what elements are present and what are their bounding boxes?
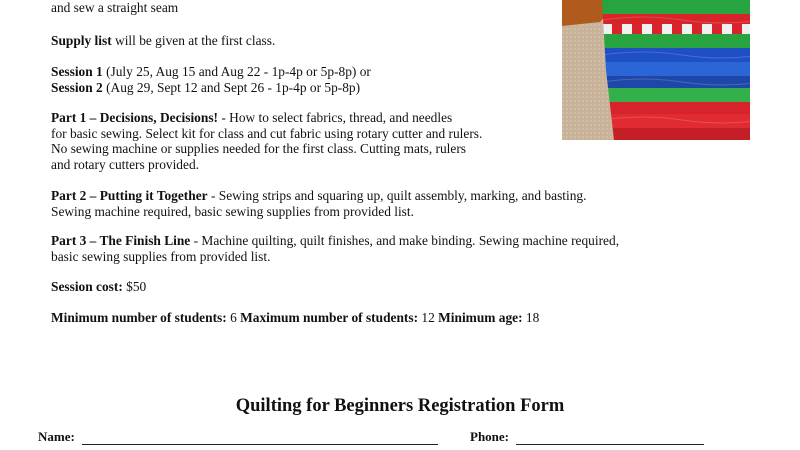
phone-field[interactable] xyxy=(516,430,704,445)
min-students-value: 6 xyxy=(226,310,241,325)
name-field[interactable] xyxy=(82,430,438,445)
supply-list-text: will be given at the first class. xyxy=(111,33,276,48)
session-1-label: Session 1 xyxy=(51,64,103,79)
supply-list-label: Supply list xyxy=(51,33,112,48)
session-2-label: Session 2 xyxy=(51,79,103,95)
phone-row xyxy=(470,429,704,445)
intro-tail: and sew a straight seam xyxy=(51,0,179,15)
max-students-label: Maximum number of students: xyxy=(240,310,419,325)
registration-form-title: Quilting for Beginners Registration Form xyxy=(235,396,565,416)
name-label: Name: xyxy=(38,429,75,444)
max-students-value: 12 xyxy=(418,310,439,325)
min-age-label: Minimum age: xyxy=(438,310,523,325)
part-3-title: Part 3 – The Finish Line xyxy=(51,233,191,248)
part-2: Part 2 – Putting it Together - Sewing strips and squaring up, quilt assembly, marking, and basting. Sewing machine required, basic sewing supplies from provided list. xyxy=(51,188,587,219)
min-students-label: Minimum number of students: xyxy=(51,310,227,325)
part-2-title: Part 2 – Putting it Together xyxy=(51,188,208,203)
quilt-photo xyxy=(562,0,750,140)
supply-list-line xyxy=(51,33,275,49)
phone-label: Phone: xyxy=(470,429,509,444)
part-3: Part 3 – The Finish Line - Machine quilting, quilt finishes, and make binding. Sewing machine required, basic sewing supplies from provided list. xyxy=(51,233,620,264)
part-1: Part 1 – Decisions, Decisions! - How to select fabrics, thread, and needles for basic sewing. Select kit for class and cut fabric using rotary cutter and rulers. No sewing machine or supplies needed for the first class. Cutting mats, rulers and rotary cutters provided. xyxy=(51,110,483,172)
session-1-dates: (July 25, Aug 15 and Aug 22 - 1p-4p or 5p-8p) or xyxy=(102,64,371,79)
sessions xyxy=(51,64,371,95)
session-cost-value: $50 xyxy=(122,279,147,294)
min-age-value: 18 xyxy=(522,310,540,325)
name-row xyxy=(38,429,438,445)
part-1-title: Part 1 – Decisions, Decisions! xyxy=(51,110,218,125)
session-cost xyxy=(51,279,146,295)
session-cost-label: Session cost: xyxy=(51,279,123,294)
session-2-dates: (Aug 29, Sept 12 and Sept 26 - 1p-4p or 5p-8p) xyxy=(102,79,361,95)
enrollment-limits xyxy=(51,310,539,326)
